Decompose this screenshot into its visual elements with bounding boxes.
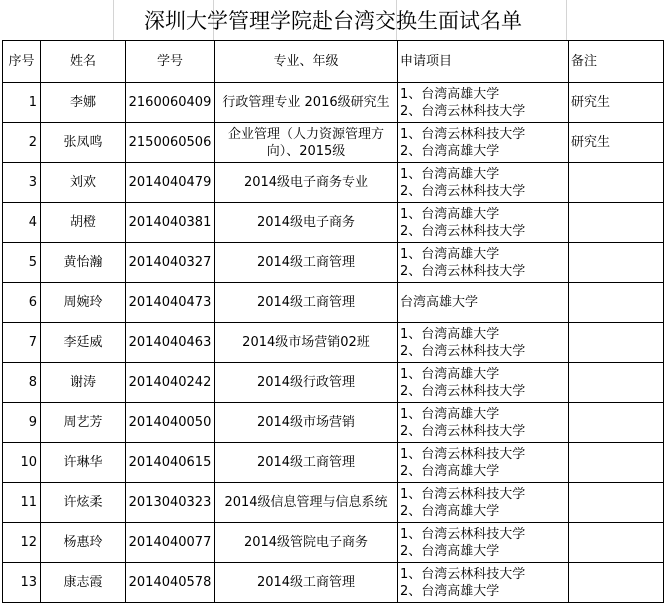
table-row [3,563,664,603]
cell-note[interactable] [569,203,664,243]
cell-note[interactable] [569,443,664,483]
cell-student-id[interactable]: 2014040578 [126,563,215,603]
cell-major[interactable]: 2014级电子商务 [215,203,398,243]
cell-student-id[interactable]: 2014040242 [126,363,215,403]
cell-note[interactable] [569,323,664,363]
cell-note[interactable] [569,163,664,203]
header-projects[interactable]: 申请项目 [398,41,569,83]
table-row [3,523,664,563]
table-row [3,403,664,443]
project-line: 1、台湾高雄大学 [400,86,500,102]
cell-projects[interactable] [398,83,569,123]
cell-no[interactable]: 12 [3,523,41,563]
cell-note[interactable]: 研究生 [569,123,664,163]
table-row [3,83,664,123]
project-line: 2、台湾云林科技大学 [400,223,526,239]
cell-name[interactable]: 康志霞 [41,563,126,603]
project-line: 2、台湾云林科技大学 [400,423,526,439]
project-line: 1、台湾云林科技大学 [400,486,526,502]
cell-student-id[interactable]: 2160060409 [126,83,215,123]
cell-student-id[interactable]: 2014040381 [126,203,215,243]
cell-projects[interactable] [398,483,569,523]
cell-projects[interactable] [398,163,569,203]
cell-projects[interactable] [398,123,569,163]
cell-no[interactable]: 1 [3,83,41,123]
cell-student-id[interactable]: 2014040077 [126,523,215,563]
cell-no[interactable]: 7 [3,323,41,363]
cell-major[interactable]: 企业管理（人力资源管理方向）、2015级 [215,123,398,163]
page-title: 深圳大学管理学院赴台湾交换生面试名单 [144,9,522,33]
cell-note[interactable] [569,563,664,603]
interview-table [2,40,664,603]
cell-major[interactable]: 2014级市场营销 [215,403,398,443]
cell-note[interactable] [569,243,664,283]
table-row [3,283,664,323]
cell-no[interactable]: 6 [3,283,41,323]
project-line: 1、台湾高雄大学 [400,166,500,182]
cell-no[interactable]: 3 [3,163,41,203]
cell-note[interactable] [569,523,664,563]
project-line: 2、台湾高雄大学 [400,543,500,559]
cell-projects[interactable] [398,523,569,563]
cell-projects[interactable] [398,403,569,443]
table-row [3,323,664,363]
cell-student-id[interactable]: 2014040615 [126,443,215,483]
cell-major[interactable]: 2014级信息管理与信息系统 [215,483,398,523]
cell-projects[interactable] [398,563,569,603]
project-line: 2、台湾云林科技大学 [400,103,526,119]
header-major[interactable]: 专业、年级 [215,41,398,83]
cell-note[interactable] [569,283,664,323]
project-line: 2、台湾云林科技大学 [400,263,526,279]
cell-major[interactable]: 2014级工商管理 [215,283,398,323]
table-row [3,443,664,483]
cell-major[interactable]: 行政管理专业 2016级研究生 [215,83,398,123]
table-row [3,163,664,203]
cell-major[interactable]: 2014级行政管理 [215,363,398,403]
table-row [3,243,664,283]
cell-student-id[interactable]: 2014040050 [126,403,215,443]
project-line: 1、台湾云林科技大学 [400,126,526,142]
cell-projects[interactable] [398,363,569,403]
project-line: 台湾高雄大学 [400,295,479,310]
cell-no[interactable]: 4 [3,203,41,243]
project-line: 1、台湾云林科技大学 [400,566,526,582]
cell-note[interactable] [569,363,664,403]
project-line: 1、台湾高雄大学 [400,326,500,342]
project-line: 2、台湾高雄大学 [400,143,500,159]
cell-note[interactable] [569,403,664,443]
cell-name[interactable]: 许琳华 [41,443,126,483]
cell-no[interactable]: 13 [3,563,41,603]
cell-note[interactable]: 研究生 [569,83,664,123]
project-line: 2、台湾高雄大学 [400,463,500,479]
project-line: 1、台湾高雄大学 [400,406,500,422]
project-line: 2、台湾高雄大学 [400,503,500,519]
table-row [3,363,664,403]
cell-no[interactable]: 9 [3,403,41,443]
cell-no[interactable]: 5 [3,243,41,283]
cell-student-id[interactable]: 2014040479 [126,163,215,203]
cell-name[interactable]: 杨惠玲 [41,523,126,563]
cell-major[interactable]: 2014级工商管理 [215,443,398,483]
table-row [3,483,664,523]
cell-name[interactable]: 张凤鸣 [41,123,126,163]
table-row [3,203,664,243]
cell-name[interactable]: 李廷威 [41,323,126,363]
project-line: 1、台湾高雄大学 [400,366,500,382]
cell-major[interactable]: 2014级市场营销02班 [215,323,398,363]
project-line: 2、台湾云林科技大学 [400,383,526,399]
cell-no[interactable]: 8 [3,363,41,403]
cell-note[interactable] [569,483,664,523]
project-line: 2、台湾云林科技大学 [400,183,526,199]
cell-major[interactable]: 2014级工商管理 [215,563,398,603]
cell-no[interactable]: 2 [3,123,41,163]
header-student-id[interactable]: 学号 [126,41,215,83]
cell-name[interactable]: 许炫柔 [41,483,126,523]
cell-student-id[interactable]: 2013040323 [126,483,215,523]
cell-major[interactable]: 2014级管院电子商务 [215,523,398,563]
project-line: 2、台湾高雄大学 [400,583,500,599]
cell-student-id[interactable]: 2014040327 [126,243,215,283]
table-header-row [3,41,664,83]
cell-projects[interactable] [398,443,569,483]
cell-projects[interactable] [398,323,569,363]
header-name[interactable]: 姓名 [41,41,126,83]
project-line: 1、台湾高雄大学 [400,246,500,262]
cell-no[interactable]: 10 [3,443,41,483]
project-line: 1、台湾云林科技大学 [400,446,526,462]
cell-student-id[interactable]: 2150060506 [126,123,215,163]
cell-name[interactable]: 谢涛 [41,363,126,403]
cell-name[interactable]: 李娜 [41,83,126,123]
table-row [3,123,664,163]
project-line: 1、台湾云林科技大学 [400,526,526,542]
cell-projects[interactable] [398,203,569,243]
header-note[interactable]: 备注 [569,41,664,83]
cell-projects[interactable] [398,283,569,323]
cell-no[interactable]: 11 [3,483,41,523]
cell-student-id[interactable]: 2014040463 [126,323,215,363]
cell-name[interactable]: 胡橙 [41,203,126,243]
cell-name[interactable]: 黄怡瀚 [41,243,126,283]
header-no[interactable]: 序号 [3,41,41,83]
cell-name[interactable]: 刘欢 [41,163,126,203]
cell-major[interactable]: 2014级工商管理 [215,243,398,283]
project-line: 1、台湾高雄大学 [400,206,500,222]
project-line: 2、台湾云林科技大学 [400,343,526,359]
cell-name[interactable]: 周艺芳 [41,403,126,443]
cell-name[interactable]: 周婉玲 [41,283,126,323]
cell-major[interactable]: 2014级电子商务专业 [215,163,398,203]
cell-student-id[interactable]: 2014040473 [126,283,215,323]
cell-projects[interactable] [398,243,569,283]
